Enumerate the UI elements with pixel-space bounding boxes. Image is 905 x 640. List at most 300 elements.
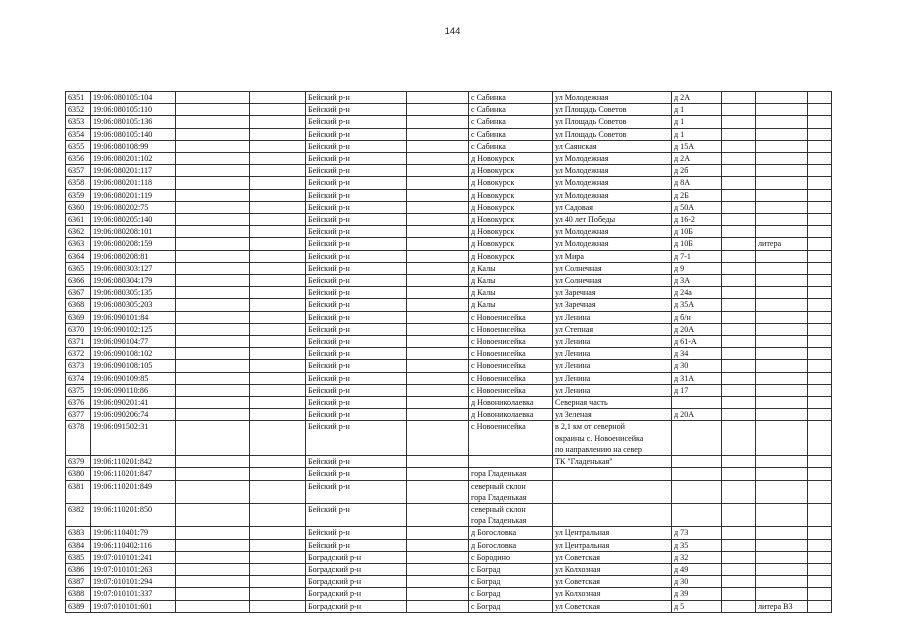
cell-cadastral-number: 19:06:080201:118 bbox=[91, 177, 176, 189]
cell-row-number: 6358 bbox=[66, 177, 91, 189]
cell-district: Бейский р-н bbox=[306, 299, 407, 311]
cell-col-6 bbox=[407, 311, 469, 323]
cell-building-note bbox=[756, 503, 808, 526]
cell-col-12 bbox=[808, 397, 832, 409]
cell-col-10 bbox=[722, 539, 756, 551]
table-row bbox=[66, 563, 832, 575]
cell-house: д 2А bbox=[672, 153, 722, 165]
cell-street: ул Площадь Советов bbox=[553, 128, 672, 140]
cell-district: Бейский р-н bbox=[306, 456, 407, 468]
cell-street: ул Ленина bbox=[553, 311, 672, 323]
cell-locality: северный склон гора Гладенькая bbox=[469, 480, 553, 503]
table-row bbox=[66, 360, 832, 372]
cell-col-10 bbox=[722, 201, 756, 213]
cell-col-4 bbox=[250, 250, 306, 262]
cell-street: ул Колхозная bbox=[553, 563, 672, 575]
cell-locality: с Боград bbox=[469, 588, 553, 600]
cell-col-12 bbox=[808, 588, 832, 600]
table-row bbox=[66, 250, 832, 262]
cell-col-4 bbox=[250, 323, 306, 335]
cell-street bbox=[553, 468, 672, 480]
cell-row-number: 6360 bbox=[66, 201, 91, 213]
cell-col-4 bbox=[250, 226, 306, 238]
cell-building-note bbox=[756, 92, 808, 104]
cell-house: д 35 bbox=[672, 539, 722, 551]
cell-col-3 bbox=[176, 503, 250, 526]
cell-col-6 bbox=[407, 165, 469, 177]
cell-locality: д Калы bbox=[469, 262, 553, 274]
cell-col-4 bbox=[250, 311, 306, 323]
cell-house: д 2б bbox=[672, 165, 722, 177]
cell-building-note bbox=[756, 336, 808, 348]
cell-district: Боградский р-н bbox=[306, 563, 407, 575]
table-row bbox=[66, 409, 832, 421]
cell-building-note bbox=[756, 563, 808, 575]
cell-building-note bbox=[756, 128, 808, 140]
cell-col-6 bbox=[407, 201, 469, 213]
cell-house: д 31А bbox=[672, 372, 722, 384]
cell-col-4 bbox=[250, 456, 306, 468]
cell-col-12 bbox=[808, 409, 832, 421]
cell-col-6 bbox=[407, 539, 469, 551]
cell-house bbox=[672, 421, 722, 456]
cell-building-note bbox=[756, 384, 808, 396]
cell-cadastral-number: 19:06:080208:101 bbox=[91, 226, 176, 238]
cell-col-6 bbox=[407, 189, 469, 201]
cell-col-3 bbox=[176, 468, 250, 480]
cell-col-12 bbox=[808, 226, 832, 238]
cell-col-3 bbox=[176, 456, 250, 468]
cell-col-6 bbox=[407, 527, 469, 539]
cell-house bbox=[672, 468, 722, 480]
cell-col-3 bbox=[176, 576, 250, 588]
cell-col-3 bbox=[176, 336, 250, 348]
cell-locality: с Новоенисейка bbox=[469, 323, 553, 335]
cell-col-6 bbox=[407, 92, 469, 104]
table-row bbox=[66, 201, 832, 213]
cell-col-4 bbox=[250, 539, 306, 551]
cell-building-note bbox=[756, 397, 808, 409]
cell-col-3 bbox=[176, 397, 250, 409]
cell-col-4 bbox=[250, 421, 306, 456]
cell-col-12 bbox=[808, 336, 832, 348]
cell-building-note bbox=[756, 262, 808, 274]
cell-col-10 bbox=[722, 480, 756, 503]
cell-locality: с Новоенисейка bbox=[469, 421, 553, 456]
cell-district: Бейский р-н bbox=[306, 360, 407, 372]
table-row bbox=[66, 551, 832, 563]
cell-col-4 bbox=[250, 600, 306, 612]
cell-district: Бейский р-н bbox=[306, 262, 407, 274]
cell-col-12 bbox=[808, 372, 832, 384]
cell-house: д 2Б bbox=[672, 189, 722, 201]
cell-locality: с Сабинка bbox=[469, 140, 553, 152]
cell-col-10 bbox=[722, 116, 756, 128]
table-row bbox=[66, 177, 832, 189]
cell-col-4 bbox=[250, 153, 306, 165]
cell-building-note bbox=[756, 226, 808, 238]
cell-building-note bbox=[756, 409, 808, 421]
cell-row-number: 6354 bbox=[66, 128, 91, 140]
cell-row-number: 6385 bbox=[66, 551, 91, 563]
cell-locality: с Новоенисейка bbox=[469, 372, 553, 384]
cell-cadastral-number: 19:06:090104:77 bbox=[91, 336, 176, 348]
table-row bbox=[66, 140, 832, 152]
cell-building-note bbox=[756, 480, 808, 503]
cell-district: Бейский р-н bbox=[306, 165, 407, 177]
cell-cadastral-number: 19:06:090109:85 bbox=[91, 372, 176, 384]
cell-row-number: 6361 bbox=[66, 214, 91, 226]
cell-street: ул Ленина bbox=[553, 372, 672, 384]
cell-row-number: 6380 bbox=[66, 468, 91, 480]
cell-district: Бейский р-н bbox=[306, 177, 407, 189]
cell-col-4 bbox=[250, 468, 306, 480]
cell-building-note bbox=[756, 311, 808, 323]
cell-building-note bbox=[756, 177, 808, 189]
cell-col-3 bbox=[176, 250, 250, 262]
cell-cadastral-number: 19:06:080201:102 bbox=[91, 153, 176, 165]
cell-col-12 bbox=[808, 421, 832, 456]
cell-row-number: 6383 bbox=[66, 527, 91, 539]
cell-house: д 49 bbox=[672, 563, 722, 575]
cell-cadastral-number: 19:06:090102:125 bbox=[91, 323, 176, 335]
cell-building-note bbox=[756, 323, 808, 335]
cell-col-3 bbox=[176, 262, 250, 274]
cell-col-10 bbox=[722, 576, 756, 588]
cell-col-12 bbox=[808, 600, 832, 612]
cell-col-12 bbox=[808, 250, 832, 262]
cell-col-4 bbox=[250, 104, 306, 116]
cell-col-10 bbox=[722, 421, 756, 456]
cell-row-number: 6371 bbox=[66, 336, 91, 348]
cell-col-3 bbox=[176, 480, 250, 503]
cell-row-number: 6357 bbox=[66, 165, 91, 177]
cell-district: Бейский р-н bbox=[306, 238, 407, 250]
cell-building-note bbox=[756, 527, 808, 539]
cell-col-3 bbox=[176, 275, 250, 287]
cell-col-12 bbox=[808, 360, 832, 372]
cell-col-10 bbox=[722, 238, 756, 250]
cell-locality: д Калы bbox=[469, 275, 553, 287]
cell-col-3 bbox=[176, 348, 250, 360]
cell-col-10 bbox=[722, 128, 756, 140]
cell-district: Бейский р-н bbox=[306, 250, 407, 262]
cell-building-note bbox=[756, 104, 808, 116]
cell-street: ул Мира bbox=[553, 250, 672, 262]
cell-cadastral-number: 19:06:090206:74 bbox=[91, 409, 176, 421]
cell-col-4 bbox=[250, 92, 306, 104]
cell-street: ул Центральная bbox=[553, 527, 672, 539]
cell-street: ул Молодежная bbox=[553, 165, 672, 177]
cell-col-10 bbox=[722, 287, 756, 299]
cell-street: ул Советская bbox=[553, 576, 672, 588]
cell-district: Бейский р-н bbox=[306, 539, 407, 551]
cell-col-6 bbox=[407, 600, 469, 612]
cell-col-12 bbox=[808, 299, 832, 311]
table-row bbox=[66, 92, 832, 104]
cell-row-number: 6373 bbox=[66, 360, 91, 372]
cell-col-3 bbox=[176, 360, 250, 372]
cell-house: д б/н bbox=[672, 311, 722, 323]
cell-cadastral-number: 19:06:090108:102 bbox=[91, 348, 176, 360]
cell-building-note: литера В3 bbox=[756, 600, 808, 612]
cell-col-6 bbox=[407, 177, 469, 189]
cell-locality bbox=[469, 456, 553, 468]
cell-col-3 bbox=[176, 588, 250, 600]
cell-house: д 20А bbox=[672, 323, 722, 335]
cell-col-12 bbox=[808, 287, 832, 299]
cell-street: ул Центральная bbox=[553, 539, 672, 551]
cell-building-note bbox=[756, 456, 808, 468]
cell-row-number: 6381 bbox=[66, 480, 91, 503]
cell-row-number: 6364 bbox=[66, 250, 91, 262]
cell-district: Бейский р-н bbox=[306, 201, 407, 213]
cell-district: Бейский р-н bbox=[306, 128, 407, 140]
table-row bbox=[66, 503, 832, 526]
cell-col-10 bbox=[722, 563, 756, 575]
cell-locality: гора Гладенькая bbox=[469, 468, 553, 480]
cell-cadastral-number: 19:06:090110:86 bbox=[91, 384, 176, 396]
registry-table bbox=[65, 91, 832, 613]
cell-col-12 bbox=[808, 153, 832, 165]
cell-col-10 bbox=[722, 104, 756, 116]
cell-col-10 bbox=[722, 226, 756, 238]
cell-col-6 bbox=[407, 409, 469, 421]
cell-house: д 10Б bbox=[672, 238, 722, 250]
cell-col-10 bbox=[722, 397, 756, 409]
cell-cadastral-number: 19:06:090108:105 bbox=[91, 360, 176, 372]
cell-col-12 bbox=[808, 177, 832, 189]
cell-row-number: 6378 bbox=[66, 421, 91, 456]
cell-cadastral-number: 19:06:090201:41 bbox=[91, 397, 176, 409]
cell-col-4 bbox=[250, 563, 306, 575]
cell-street: ул Заречная bbox=[553, 299, 672, 311]
cell-col-3 bbox=[176, 226, 250, 238]
cell-col-12 bbox=[808, 104, 832, 116]
cell-street: ул Солнечная bbox=[553, 262, 672, 274]
cell-street: ул Молодежная bbox=[553, 238, 672, 250]
table-row bbox=[66, 165, 832, 177]
cell-street: ул Молодежная bbox=[553, 92, 672, 104]
cell-col-10 bbox=[722, 384, 756, 396]
cell-locality: с Сабинка bbox=[469, 104, 553, 116]
cell-col-6 bbox=[407, 468, 469, 480]
cell-col-3 bbox=[176, 189, 250, 201]
cell-building-note bbox=[756, 588, 808, 600]
cell-col-10 bbox=[722, 189, 756, 201]
table-row bbox=[66, 287, 832, 299]
cell-house: д 32 bbox=[672, 551, 722, 563]
cell-house: д 34 bbox=[672, 348, 722, 360]
cell-col-4 bbox=[250, 480, 306, 503]
cell-district: Бейский р-н bbox=[306, 189, 407, 201]
cell-cadastral-number: 19:06:080305:135 bbox=[91, 287, 176, 299]
cell-col-6 bbox=[407, 299, 469, 311]
cell-col-6 bbox=[407, 372, 469, 384]
cell-row-number: 6368 bbox=[66, 299, 91, 311]
cell-row-number: 6366 bbox=[66, 275, 91, 287]
cell-col-10 bbox=[722, 348, 756, 360]
table-row bbox=[66, 189, 832, 201]
cell-col-3 bbox=[176, 539, 250, 551]
cell-col-4 bbox=[250, 116, 306, 128]
cell-col-10 bbox=[722, 468, 756, 480]
table-row bbox=[66, 226, 832, 238]
cell-col-12 bbox=[808, 480, 832, 503]
cell-cadastral-number: 19:06:080304:179 bbox=[91, 275, 176, 287]
cell-row-number: 6355 bbox=[66, 140, 91, 152]
cell-col-6 bbox=[407, 214, 469, 226]
cell-col-6 bbox=[407, 153, 469, 165]
table-row bbox=[66, 214, 832, 226]
cell-cadastral-number: 19:06:080208:81 bbox=[91, 250, 176, 262]
cell-col-4 bbox=[250, 165, 306, 177]
cell-building-note bbox=[756, 153, 808, 165]
table-row bbox=[66, 299, 832, 311]
cell-street: ул Площадь Советов bbox=[553, 104, 672, 116]
cell-street: ул Ленина bbox=[553, 384, 672, 396]
cell-house: д 16-2 bbox=[672, 214, 722, 226]
cell-col-6 bbox=[407, 116, 469, 128]
cell-col-12 bbox=[808, 262, 832, 274]
cell-street: ул Саянская bbox=[553, 140, 672, 152]
cell-district: Боградский р-н bbox=[306, 576, 407, 588]
cell-col-3 bbox=[176, 104, 250, 116]
cell-col-12 bbox=[808, 92, 832, 104]
cell-street: в 2,1 км от северной окраины с. Новоенисейка по направлению на север bbox=[553, 421, 672, 456]
cell-col-4 bbox=[250, 588, 306, 600]
cell-col-6 bbox=[407, 503, 469, 526]
cell-col-4 bbox=[250, 551, 306, 563]
cell-col-12 bbox=[808, 214, 832, 226]
cell-district: Бейский р-н bbox=[306, 409, 407, 421]
cell-col-3 bbox=[176, 92, 250, 104]
cell-col-3 bbox=[176, 311, 250, 323]
cell-col-3 bbox=[176, 177, 250, 189]
cell-building-note bbox=[756, 372, 808, 384]
cell-col-4 bbox=[250, 360, 306, 372]
table-row bbox=[66, 116, 832, 128]
cell-col-4 bbox=[250, 214, 306, 226]
cell-street: ТК "Гладенькая" bbox=[553, 456, 672, 468]
table-row bbox=[66, 323, 832, 335]
cell-col-6 bbox=[407, 360, 469, 372]
cell-cadastral-number: 19:06:110201:849 bbox=[91, 480, 176, 503]
cell-house: д 3А bbox=[672, 275, 722, 287]
cell-district: Боградский р-н bbox=[306, 600, 407, 612]
cell-col-10 bbox=[722, 600, 756, 612]
cell-col-3 bbox=[176, 372, 250, 384]
cell-col-4 bbox=[250, 262, 306, 274]
cell-col-10 bbox=[722, 275, 756, 287]
cell-col-4 bbox=[250, 177, 306, 189]
cell-col-10 bbox=[722, 311, 756, 323]
cell-col-4 bbox=[250, 527, 306, 539]
cell-locality: д Новониколаевка bbox=[469, 397, 553, 409]
cell-cadastral-number: 19:06:080205:140 bbox=[91, 214, 176, 226]
cell-col-12 bbox=[808, 456, 832, 468]
cell-district: Бейский р-н bbox=[306, 214, 407, 226]
cell-building-note bbox=[756, 140, 808, 152]
cell-col-6 bbox=[407, 104, 469, 116]
cell-building-note bbox=[756, 539, 808, 551]
table-row bbox=[66, 262, 832, 274]
cell-col-3 bbox=[176, 384, 250, 396]
cell-col-10 bbox=[722, 177, 756, 189]
cell-cadastral-number: 19:07:010101:241 bbox=[91, 551, 176, 563]
cell-col-12 bbox=[808, 189, 832, 201]
table-row bbox=[66, 421, 832, 456]
table-row bbox=[66, 600, 832, 612]
cell-col-12 bbox=[808, 468, 832, 480]
cell-district: Бейский р-н bbox=[306, 384, 407, 396]
cell-col-12 bbox=[808, 539, 832, 551]
cell-col-6 bbox=[407, 323, 469, 335]
cell-col-6 bbox=[407, 250, 469, 262]
cell-col-12 bbox=[808, 201, 832, 213]
cell-house: д 24а bbox=[672, 287, 722, 299]
table-row bbox=[66, 588, 832, 600]
cell-street: ул Молодежная bbox=[553, 177, 672, 189]
cell-col-10 bbox=[722, 372, 756, 384]
cell-row-number: 6389 bbox=[66, 600, 91, 612]
cell-street: ул Советская bbox=[553, 551, 672, 563]
cell-cadastral-number: 19:06:110401:79 bbox=[91, 527, 176, 539]
table-row bbox=[66, 456, 832, 468]
cell-col-10 bbox=[722, 92, 756, 104]
cell-col-4 bbox=[250, 128, 306, 140]
cell-col-4 bbox=[250, 299, 306, 311]
cell-street: ул Молодежная bbox=[553, 226, 672, 238]
cell-col-12 bbox=[808, 551, 832, 563]
cell-col-6 bbox=[407, 576, 469, 588]
cell-col-3 bbox=[176, 409, 250, 421]
cell-district: Бейский р-н bbox=[306, 104, 407, 116]
cell-row-number: 6379 bbox=[66, 456, 91, 468]
cell-house bbox=[672, 480, 722, 503]
cell-house bbox=[672, 397, 722, 409]
cell-building-note bbox=[756, 468, 808, 480]
cell-cadastral-number: 19:06:080303:127 bbox=[91, 262, 176, 274]
cell-cadastral-number: 19:07:010101:601 bbox=[91, 600, 176, 612]
cell-row-number: 6382 bbox=[66, 503, 91, 526]
table-row bbox=[66, 238, 832, 250]
cell-col-3 bbox=[176, 287, 250, 299]
cell-col-10 bbox=[722, 551, 756, 563]
cell-street: ул Советская bbox=[553, 600, 672, 612]
table-row bbox=[66, 468, 832, 480]
cell-col-6 bbox=[407, 480, 469, 503]
cell-building-note bbox=[756, 287, 808, 299]
cell-row-number: 6369 bbox=[66, 311, 91, 323]
cell-street: ул Солнечная bbox=[553, 275, 672, 287]
cell-row-number: 6363 bbox=[66, 238, 91, 250]
cell-district: Бейский р-н bbox=[306, 92, 407, 104]
cell-col-12 bbox=[808, 116, 832, 128]
cell-col-3 bbox=[176, 214, 250, 226]
cell-district: Бейский р-н bbox=[306, 527, 407, 539]
cell-col-6 bbox=[407, 456, 469, 468]
cell-locality: д Новониколаевка bbox=[469, 409, 553, 421]
cell-row-number: 6353 bbox=[66, 116, 91, 128]
cell-col-12 bbox=[808, 140, 832, 152]
cell-col-12 bbox=[808, 323, 832, 335]
cell-col-3 bbox=[176, 323, 250, 335]
cell-row-number: 6370 bbox=[66, 323, 91, 335]
cell-building-note bbox=[756, 348, 808, 360]
cell-house: д 1 bbox=[672, 104, 722, 116]
cell-locality: с Сабинка bbox=[469, 116, 553, 128]
